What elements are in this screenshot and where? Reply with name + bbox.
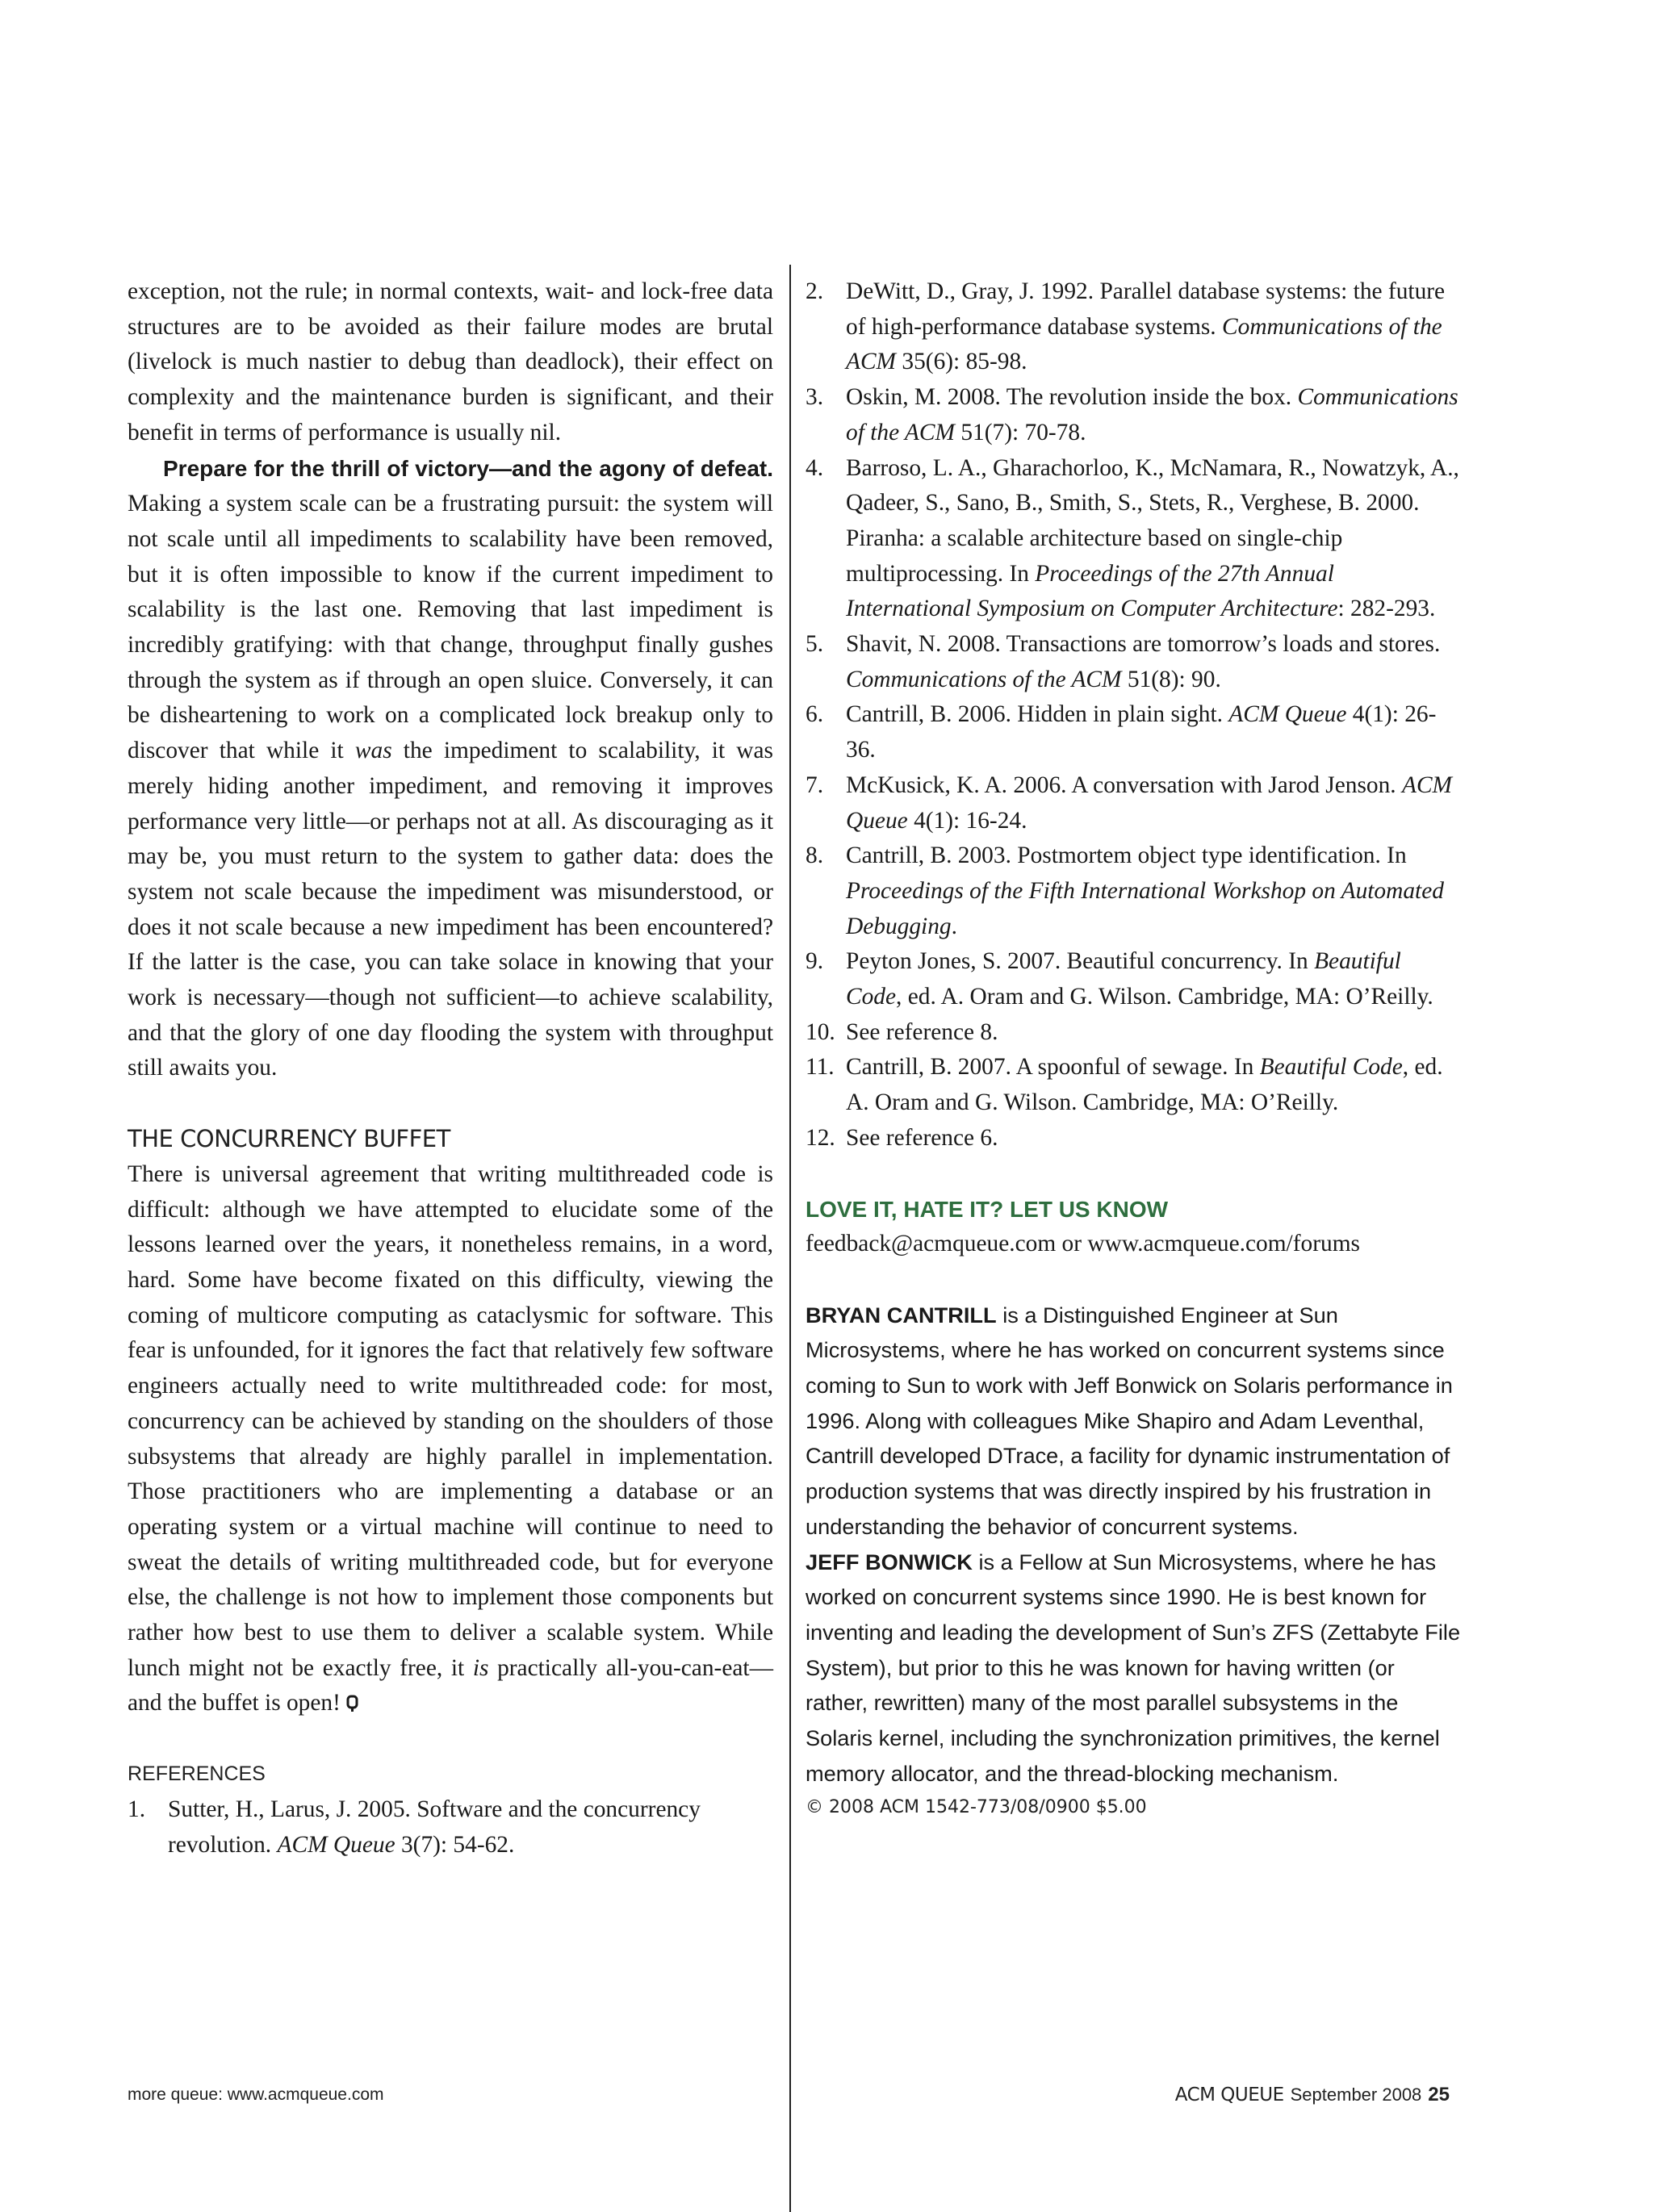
page-number: 25 bbox=[1428, 2084, 1450, 2105]
author-bio bbox=[806, 1298, 1461, 1545]
column-divider bbox=[789, 265, 791, 2212]
left-column bbox=[128, 274, 773, 1863]
reference-source: Beautiful Code bbox=[846, 948, 1401, 1010]
reference-source: Communications of the ACM bbox=[846, 313, 1442, 375]
right-column bbox=[806, 274, 1461, 1824]
reference-number: 7. bbox=[806, 771, 824, 798]
emphasis-text: was bbox=[354, 738, 392, 764]
bio-text: is a Fellow at Sun Microsystems, where he has worked on concurrent systems since 1990. He is best known for inventing and leading the development of Sun’s ZFS (Zettabyte File System), but prior to this he was known for having written (or rather, rewritten) many of the most parallel subsystems in the Solaris kernel, including the synchronization primitives, the kernel memory allocator, and the thread-blocking mechanism. bbox=[806, 1549, 1461, 1786]
reference-item bbox=[806, 1121, 1461, 1156]
reference-text: 4(1): 26-36. bbox=[846, 701, 1437, 763]
reference-item bbox=[806, 274, 1461, 380]
reference-number: 5. bbox=[806, 631, 824, 658]
author-bio bbox=[806, 1545, 1461, 1792]
paragraph-text: exception, not the rule; in normal contexts, wait- and lock-free data structures are to be avoided as their failure modes are brutal (livelock is much nastier to debug than deadlock), their effect on complexity and the maintenance burden is significant, and their benefit in terms of performance is usually nil. bbox=[128, 278, 773, 445]
magazine-name: ACM QUEUE bbox=[1174, 2084, 1284, 2105]
reference-list bbox=[806, 274, 1461, 1156]
emphasis-text: is bbox=[472, 1654, 489, 1681]
reference-source: ACM Queue bbox=[277, 1831, 395, 1858]
reference-source: ACM Queue bbox=[1228, 701, 1347, 728]
reference-text: 4(1): 16-24. bbox=[907, 807, 1027, 834]
paragraph-text: There is universal agreement that writing multithreaded code is difficult: although we have attempted to elucidate some of the lessons learned over the years, it nonetheless remains, in a word, hard. Some have become fixated on this difficulty, viewing the coming of multicore computing as cataclysmic for software. This fear is unfounded, for it ignores the fact that relatively few software engineers actually need to write multithreaded code: for most, concurrency can be achieved by standing on the shoulders of those subsystems that already are highly parallel in implementation. Those practitioners who are implementing a database or an operating system or a virtual machine will continue to need to sweat the details of writing multithreaded code, but for everyone else, the challenge is not how to implement those components but rather how best to use them to deliver a scalable system. While lunch might not be exactly free, it bbox=[128, 1160, 773, 1681]
reference-source: Communications of the ACM bbox=[846, 384, 1458, 445]
reference-source: ACM Queue bbox=[846, 771, 1453, 834]
reference-text: See reference 6. bbox=[846, 1124, 998, 1151]
paragraph-text: Making a system scale can be a frustrating pursuit: the system will not scale until all impediments to scalability have been removed, but it is often impossible to know if the current impediment to scalability is the last one. Removing that last impediment is incredibly gratifying: with that change, throughput finally gushes through the system as if through an open sluice. Conversely, it can be disheartening to work on a complicated lock breakup only to discover that while it bbox=[128, 491, 773, 764]
reference-text: 3(7): 54-62. bbox=[395, 1831, 515, 1858]
reference-item bbox=[806, 1050, 1461, 1120]
reference-number: 12. bbox=[806, 1124, 835, 1151]
author-name: BRYAN CANTRILL bbox=[806, 1302, 997, 1328]
paragraph bbox=[128, 451, 773, 1087]
reference-item bbox=[806, 451, 1461, 628]
reference-text: Cantrill, B. 2007. A spoonful of sewage. In bbox=[846, 1054, 1260, 1081]
feedback-contact: feedback@acmqueue.com or www.acmqueue.com/forums bbox=[806, 1231, 1360, 1257]
reference-number: 3. bbox=[806, 384, 824, 411]
reference-text: 51(8): 90. bbox=[1121, 666, 1221, 692]
reference-number: 1. bbox=[128, 1796, 146, 1822]
reference-item bbox=[806, 697, 1461, 767]
reference-item bbox=[128, 1792, 773, 1863]
reference-text: Barroso, L. A., Gharachorloo, K., McNamara, R., Nowatzyk, A., Qadeer, S., Sano, B., Smith, S., Stets, R., Verghese, B. 2000. Piranha: a scalable architecture based on single-chip multiprocessing. In bbox=[846, 454, 1459, 587]
reference-text: Peyton Jones, S. 2007. Beautiful concurrency. In bbox=[846, 948, 1315, 975]
reference-text: See reference 8. bbox=[846, 1018, 998, 1045]
reference-text: , ed. A. Oram and G. Wilson. Cambridge, MA: O’Reilly. bbox=[846, 1054, 1443, 1116]
paragraph-text: practically all-you-can-eat—and the buffet is open! bbox=[128, 1654, 773, 1716]
reference-text: Cantrill, B. 2006. Hidden in plain sight. bbox=[846, 701, 1229, 728]
reference-number: 8. bbox=[806, 843, 824, 869]
issue-date: September 2008 bbox=[1290, 2084, 1422, 2105]
paragraph bbox=[128, 274, 773, 451]
reference-item bbox=[806, 1015, 1461, 1051]
reference-number: 2. bbox=[806, 278, 824, 304]
reference-text: , ed. A. Oram and G. Wilson. Cambridge, MA: O’Reilly. bbox=[896, 984, 1433, 1010]
reference-item bbox=[806, 627, 1461, 697]
reference-item bbox=[806, 380, 1461, 450]
reference-number: 4. bbox=[806, 454, 824, 481]
footer-link[interactable]: more queue: www.acmqueue.com bbox=[128, 2085, 384, 2104]
run-in-heading: Prepare for the thrill of victory—and the agony of defeat. bbox=[163, 455, 773, 481]
feedback-heading: LOVE IT, HATE IT? LET US KNOW bbox=[806, 1196, 1169, 1222]
reference-item bbox=[806, 944, 1461, 1014]
reference-number: 10. bbox=[806, 1018, 835, 1045]
reference-item bbox=[806, 838, 1461, 944]
references-heading: REFERENCES bbox=[128, 1762, 266, 1786]
reference-number: 11. bbox=[806, 1054, 835, 1081]
copyright-notice: © 2008 ACM 1542-773/08/0900 $5.00 bbox=[806, 1796, 1147, 1817]
reference-text: Shavit, N. 2008. Transactions are tomorrow’s loads and stores. bbox=[846, 631, 1441, 658]
reference-source: Proceedings of the Fifth International Workshop on Automated Debugging bbox=[846, 877, 1444, 939]
reference-item bbox=[806, 768, 1461, 838]
bio-text: is a Distinguished Engineer at Sun Microsystems, where he has worked on concurrent systems since coming to Sun to work with Jeff Bonwick on Solaris performance in 1996. Along with colleagues Mike Shapiro and Adam Leventhal, Cantrill developed DTrace, a facility for dynamic instrumentation of production systems that was directly inspired by his frustration in understanding the behavior of concurrent systems. bbox=[806, 1302, 1453, 1539]
reference-number: 6. bbox=[806, 701, 824, 728]
reference-text: Oskin, M. 2008. The revolution inside the box. bbox=[846, 384, 1298, 411]
reference-text: McKusick, K. A. 2006. A conversation with Jarod Jenson. bbox=[846, 771, 1402, 798]
reference-source: Beautiful Code bbox=[1259, 1054, 1403, 1081]
reference-text: Cantrill, B. 2003. Postmortem object type identification. In bbox=[846, 843, 1407, 869]
paragraph bbox=[128, 1157, 773, 1721]
footer-folio bbox=[1175, 2084, 1450, 2106]
reference-text: 51(7): 70-78. bbox=[954, 419, 1086, 445]
paragraph-text: the impediment to scalability, it was merely hiding another impediment, and removing it improves performance very little—or perhaps not at all. As discouraging as it may be, you must return to the system to gather data: does the system not scale because the impediment was misunderstood, or does it not scale because a new impediment has been encountered? If the latter is the case, you can take solace in knowing that your work is necessary—though not sufficient—to achieve scalability, and that the glory of one day flooding the system with throughput still awaits you. bbox=[128, 738, 773, 1081]
reference-text: 35(6): 85-98. bbox=[896, 349, 1027, 375]
reference-text: : 282-293. bbox=[1337, 596, 1436, 622]
reference-number: 9. bbox=[806, 948, 824, 975]
queue-q-icon bbox=[345, 1695, 360, 1712]
reference-source: Communications of the ACM bbox=[846, 666, 1122, 692]
section-heading: THE CONCURRENCY BUFFET bbox=[128, 1125, 450, 1153]
reference-text: Sutter, H., Larus, J. 2005. Software and the concurrency revolution. bbox=[168, 1796, 701, 1858]
reference-source: Proceedings of the 27th Annual International Symposium on Computer Architecture bbox=[846, 560, 1338, 622]
reference-text: . bbox=[951, 913, 957, 939]
author-name: JEFF BONWICK bbox=[806, 1549, 973, 1574]
reference-text: DeWitt, D., Gray, J. 1992. Parallel database systems: the future of high-performance database systems. bbox=[846, 278, 1446, 340]
